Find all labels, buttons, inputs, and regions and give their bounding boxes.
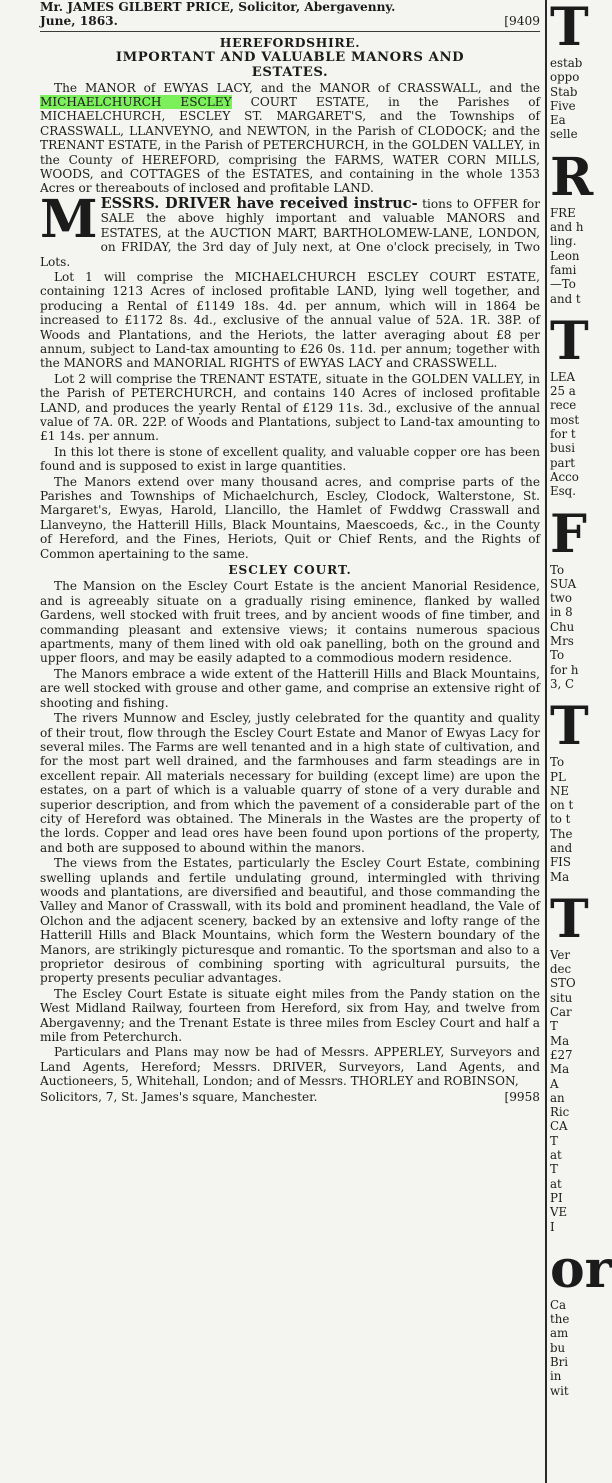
side-fragment: ling. [550, 234, 577, 249]
side-fragment: in 8 [550, 605, 573, 620]
side-fragment: Acco [550, 469, 579, 484]
side-fragment: F [550, 503, 587, 565]
side-fragment: and [550, 840, 573, 855]
side-fragment: rece [550, 398, 577, 413]
side-fragment: Mrs [550, 634, 574, 649]
side-fragment: oppo [550, 70, 580, 85]
side-fragment: Ma [550, 869, 570, 884]
side-fragment: bu [550, 1340, 566, 1355]
side-fragment: T [550, 0, 589, 58]
side-fragment: two [550, 591, 572, 606]
side-fragment: Stab [550, 84, 578, 99]
side-fragment: dec [550, 962, 572, 977]
side-fragment: £27 [550, 1047, 573, 1062]
side-fragment: in [550, 1369, 562, 1384]
side-fragment: Esq. [550, 484, 576, 499]
side-fragment: To [550, 648, 565, 663]
side-fragment: PL [550, 769, 566, 784]
side-fragment: Bri [550, 1355, 569, 1369]
side-fragment: Ma [550, 1033, 570, 1048]
side-fragment: NE [550, 783, 569, 798]
side-fragment: an [550, 1090, 565, 1105]
county-heading: HEREFORDSHIRE. [219, 34, 361, 50]
manors-paragraph: The Manors extend over many thousand acres, and comprise parts of the Parishes and Townships of Michaelchurch, Escley, Clodock, Walterstone, St. Margaret's, Ewyas, Harold, Llancillo, the Hamlet of Fwddwg Crasswall and Llanveyno, the Hatterill Hills, Black Mountains, Maescoeds, &c., in the County of Hereford, and the Fines, Heriots, Quit or Chief Rents, and the Rights of Common apertaining to the same. [40, 474, 540, 561]
side-fragment: A [550, 1076, 559, 1091]
side-fragment: most [550, 412, 580, 427]
side-fragment: To [550, 562, 565, 577]
advert-heading-line-2: ESTATES. [251, 65, 329, 81]
side-fragment: wit [550, 1383, 569, 1398]
side-fragment: and t [550, 291, 581, 306]
divider [40, 31, 540, 32]
side-fragment: and h [550, 220, 584, 235]
side-fragment: —To [550, 277, 576, 292]
side-fragment: T [550, 696, 589, 758]
side-fragment: Ca [550, 1297, 567, 1312]
side-fragment: the [550, 1312, 570, 1327]
stone-paragraph: In this lot there is stone of excellent quality, and valuable copper ore has been found and is supposed to exist in large quantities. [40, 444, 540, 474]
side-fragment: T [550, 1133, 558, 1148]
adjacent-column-fragment [550, 0, 612, 1483]
side-fragment: Five [550, 98, 576, 113]
side-fragment: selle [550, 127, 578, 142]
advertisement-column [40, 0, 540, 1483]
side-fragment: Chu [550, 619, 575, 634]
side-fragment: 3, C [550, 676, 575, 691]
side-fragment [550, 1398, 575, 1412]
drop-cap: M [40, 188, 98, 250]
driver-paragraph: M ESSRS. DRIVER have received instruc- tions to OFFER for SALE the above highly important and valuable MANORS and ESTATES, at the AUCTION MART, BARTHOLOMEW-LANE, LONDON, on FRIDAY, the 3rd day of July next, at One o'clock precisely, in Two Lots. [40, 188, 540, 269]
side-fragment: Car [550, 1005, 572, 1020]
highlighted-text: MICHAELCHURCH ESCLEY [40, 95, 232, 110]
side-fragment: am [550, 1326, 569, 1341]
side-fragment: LEA [550, 369, 575, 384]
side-fragment: I [550, 1219, 555, 1234]
lot-1-paragraph: Lot 1 will comprise the MICHAELCHURCH ESCLEY COURT ESTATE, containing 1213 Acres of inclosed profitable LAND, lying well together, and producing a Rental of £1149 18s. 4d. per annum, which will in 1864 be increased to £1172 8s. 4d., exclusive of the annual value of 52A. 1R. 38P. of Woods and Plantations, and the Heriots, the latter averaging about £8 per annum, subject to Land-tax amounting to £26 0s. 11d. per annum; together with the MANORS and MANORIAL RIGHTS of EWYAS LACY and CRASSWELL. [40, 269, 540, 371]
side-fragment: busi [550, 441, 575, 456]
side-fragment: T [550, 1019, 558, 1034]
signature-row [40, 1090, 540, 1104]
side-fragment: Ric [550, 1105, 570, 1120]
situation-paragraph: The Escley Court Estate is situate eight miles from the Pandy station on the West Midland Railway, fourteen from Hereford, six from Hay, and twelve from Abergavenny; and the Trenant Estate is three miles from Escley Court and half a mile from Peterchurch. [40, 986, 540, 1045]
side-fragment: CA [550, 1119, 568, 1134]
side-fragment: T [550, 310, 589, 372]
lot-2-paragraph: Lot 2 will comprise the TRENANT ESTATE, situate in the GOLDEN VALLEY, in the Parish of PETERCHURCH, and contains 140 Acres of inclosed profitable LAND, and produces the yearly Rental of £129 11s. 3d., exclusive of the annual value of 7A. 0R. 22P. of Woods and Plantations, subject to Land-tax amounting to £1 14s. per annum. [40, 371, 540, 444]
side-fragment: to t [550, 812, 571, 827]
side-fragment: for t [550, 427, 576, 442]
previous-agent-line: Mr. JAMES GILBERT PRICE, Solicitor, Abergavenny. [40, 0, 396, 14]
side-fragment: at [550, 1176, 562, 1191]
advert-code: [9958 [504, 1089, 540, 1104]
side-fragment: VE [550, 1205, 568, 1220]
side-fragment: Ma [550, 1062, 570, 1077]
side-fragment: situ [550, 990, 573, 1005]
previous-advert-date: June, 1863. [40, 14, 118, 29]
column-rule [545, 0, 547, 1483]
side-fragment: estab [550, 56, 583, 70]
previous-advert-footer [40, 0, 540, 14]
side-fragment: To [550, 755, 565, 770]
section-title: ESCLEY COURT. [228, 563, 352, 578]
side-fragment: FRE [550, 205, 576, 220]
side-fragment: on t [550, 798, 574, 813]
solicitors-line: Solicitors, 7, St. James's square, Manchester. [40, 1089, 318, 1104]
advert-heading-line-1: IMPORTANT AND VALUABLE MANORS AND [115, 50, 465, 66]
side-fragment: part [550, 455, 575, 470]
side-fragment: fami [550, 262, 577, 277]
particulars-paragraph: Particulars and Plans may now be had of Messrs. APPERLEY, Surveyors and Land Agents, Hereford; Messrs. DRIVER, Surveyors, Land Agents, and Auctioneers, 5, Whitehall, London; and of Messrs. THORLEY and ROBINSON, [40, 1045, 540, 1089]
side-fragment: T [550, 1162, 558, 1177]
mansion-paragraph: The Mansion on the Escley Court Estate is the ancient Manorial Residence, and is agreeably situate on a gradually rising eminence, flanked by walled Gardens, well stocked with fruit trees, and by ancient woods of fine timber, and commanding pleasant and extensive views; it contains numerous spacious apartments, many of them lined with old oak panelling, both on the ground and upper floors, and may be easily adapted to a commodious modern residence. [40, 579, 540, 666]
side-fragment: R [550, 146, 594, 208]
side-fragment: SUA [550, 576, 577, 591]
side-fragment: 25 a [550, 384, 576, 399]
hatterill-paragraph: The Manors embrace a wide extent of the Hatterill Hills and Black Mountains, are well stocked with grouse and other game, and comprise an extensive right of shooting and fishing. [40, 666, 540, 710]
rivers-paragraph: The rivers Munnow and Escley, justly celebrated for the quantity and quality of their trout, flow through the Escley Court Estate and Manor of Ewyas Lacy for several miles. The Farms are well tenanted and in a high state of cultivation, and for the most part well drained, and the farmhouses and farm steadings are in excellent repair. All materials necessary for building (except lime) are upon the estates, on a part of which is a valuable quarry of stone of a very durable and superior description, and from which the pavement of a considerable part of the city of Hereford was obtained. The Minerals in the Wastes are the property of the lords. Copper and lead ores have been found upon portions of the property, and both are supposed to abound within the manors. [40, 711, 540, 855]
side-fragment: Leon [550, 248, 580, 263]
intro-paragraph: The MANOR of EWYAS LACY, and the MANOR of CRASSWALL, and the MICHAELCHURCH ESCLEY COURT ESTATE, in the Parishes of MICHAELCHURCH, ESCLEY ST. MARGARET'S, and the Townships of CRASSWALL, LLANVEYNO, and NEWTON, in the Parish of CLODOCK; and the TRENANT ESTATE, in the Parish of PETERCHURCH, in the GOLDEN VALLEY, in the County of HEREFORD, comprising the FARMS, WATER CORN MILLS, WOODS, and COTTAGES of the ESTATES, and containing in the whole 1353 Acres or thereabouts of inclosed and profitable LAND. [40, 80, 540, 196]
side-fragment: at [550, 1148, 562, 1163]
side-fragment: PI [550, 1190, 563, 1205]
side-fragment: The [550, 826, 573, 841]
side-fragment: Ea [550, 113, 566, 128]
side-fragment: or [550, 1238, 612, 1300]
side-fragment: T [550, 888, 589, 950]
side-fragment: Ver [550, 947, 571, 962]
views-paragraph: The views from the Estates, particularly the Escley Court Estate, combining swelling uplands and fertile undulating ground, intermingled with thriving woods and plantations, are diversified and beautiful, and those commanding the Valley and Manor of Crasswall, with its bold and prominent headland, the Vale of Olchon and the adjacent scenery, backed by an extensive and lofty range of the Hatterill Hills and Black Mountains, which form the Western boundary of the Manors, are strikingly picturesque and romantic. To the sportsman and also to a proprietor desirous of combining sporting with agricultural pursuits, the property presents peculiar advantages. [40, 856, 540, 986]
previous-advert-code: [9409 [504, 14, 540, 29]
side-fragment: FIS [550, 855, 571, 870]
side-fragment: STO [550, 976, 576, 991]
side-fragment: for h [550, 662, 579, 677]
